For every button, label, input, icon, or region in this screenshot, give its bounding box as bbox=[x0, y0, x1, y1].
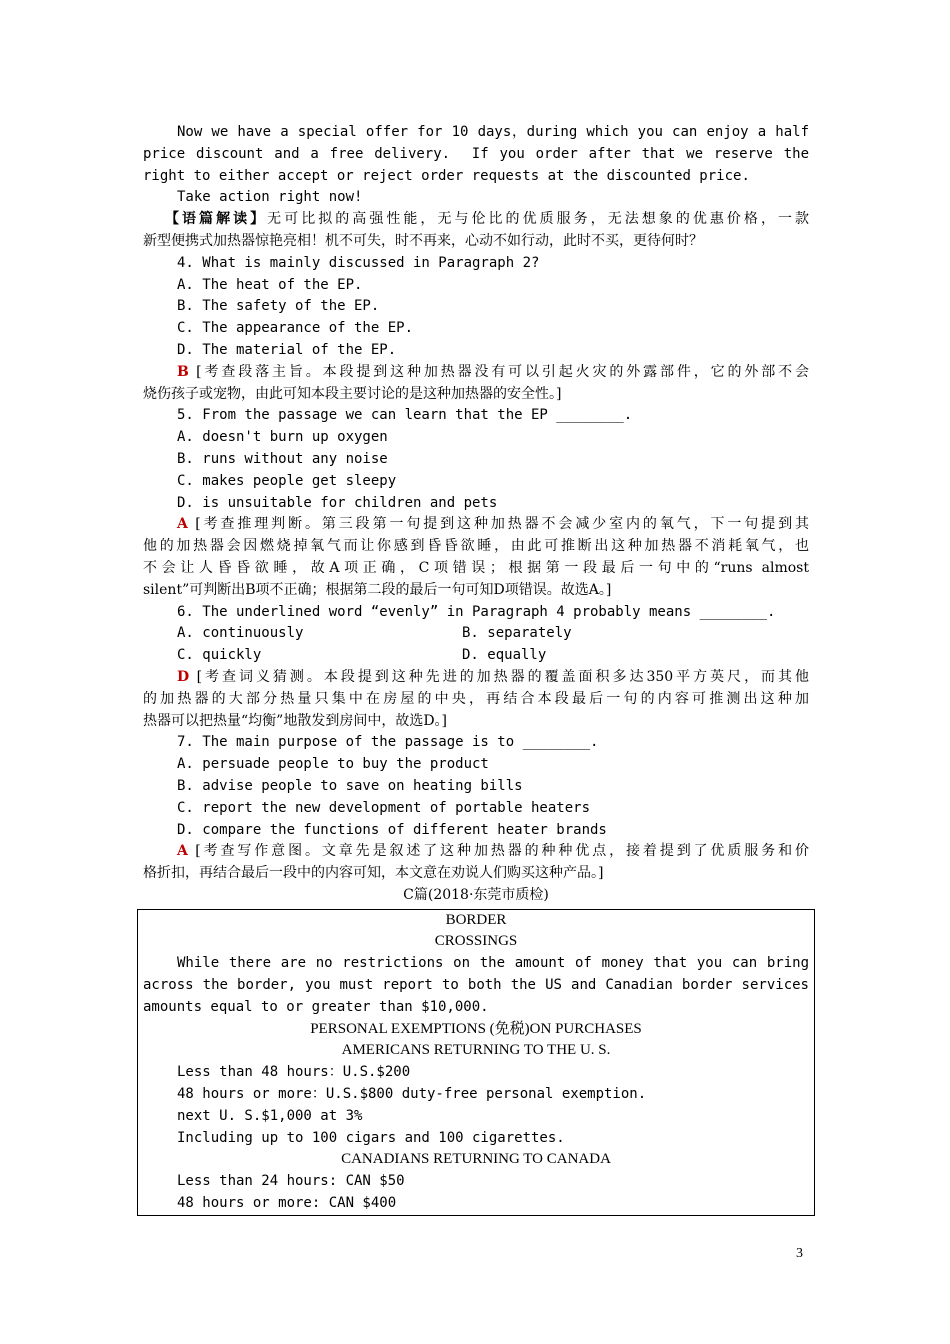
box-title-line-2: CROSSINGS bbox=[434, 933, 518, 950]
analysis-line-2: 新型便携式加热器惊艳亮相！机不可失，时不再来，心动不如行动，此时不买，更待何时？ bbox=[143, 232, 703, 249]
question-4-explanation-line-2: 烧伤孩子或宠物，由此可知本段主要讨论的是这种加热器的安全性。] bbox=[143, 385, 562, 402]
offer-line-1: Now we have a special offer for 10 days，during which you can enjoy a half bbox=[177, 124, 809, 140]
analysis-label: 【语篇解读】 bbox=[165, 211, 268, 228]
intro-line-2: across the border, you must report to both the US and Canadian border services bbox=[143, 977, 809, 994]
question-4-option-a: A. The heat of the EP. bbox=[177, 276, 363, 293]
americans-heading: AMERICANS RETURNING TO THE U. S. bbox=[341, 1042, 611, 1059]
question-4-explanation-line-1: [考查段落主旨。本段提到这种加热器没有可以引起火灾的外露部件，它的外部不会 bbox=[196, 363, 809, 380]
question-5-explanation-line-1: [考查推理判断。第三段第一句提到这种加热器不会减少室内的氧气，下一句提到其 bbox=[195, 516, 809, 533]
offer-line-3: right to either accept or reject order requests at the discounted price. bbox=[143, 167, 750, 184]
question-5-stem: 5. From the passage we can learn that the EP ________. bbox=[177, 407, 633, 424]
question-4-answer: B bbox=[177, 363, 189, 380]
question-6-explanation-line-2: 的加热器的大部分热量只集中在房屋的中央，再结合本段最后一句的内容可推测出这种加 bbox=[143, 690, 809, 707]
question-6-options-row-2 bbox=[143, 645, 809, 667]
exemptions-heading: PERSONAL EXEMPTIONS (免税)ON PURCHASES bbox=[310, 1020, 642, 1037]
question-5-explanation bbox=[143, 514, 809, 536]
question-6-options-row-1 bbox=[143, 623, 809, 645]
canadians-line-1: Less than 24 hours: CAN $50 bbox=[177, 1173, 405, 1190]
question-7-option-c: C. report the new development of portable heaters bbox=[177, 799, 591, 816]
question-4-option-d: D. The material of the EP. bbox=[177, 341, 397, 358]
question-5-explanation-line-2: 他的加热器会因燃烧掉氧气而让你感到昏昏欲睡，由此可推断出这种加热器不消耗氧气，也 bbox=[143, 538, 809, 555]
question-7-answer: A bbox=[177, 843, 188, 860]
offer-line-2: price discount and a free delivery. If you order after that we reserve the bbox=[143, 145, 809, 162]
analysis-paragraph bbox=[143, 209, 809, 231]
question-7-option-d: D. compare the functions of different heater brands bbox=[177, 821, 607, 838]
intro-line-1: While there are no restrictions on the amount of money that you can bring bbox=[177, 955, 809, 972]
take-action-line: Take action right now! bbox=[177, 189, 363, 206]
question-5-explanation-line-4: silent”可判断出B项不正确；根据第二段的最后一句可知D项错误。故选A。] bbox=[143, 581, 612, 598]
intro-line-3: amounts equal to or greater than $10,000. bbox=[143, 998, 489, 1015]
question-6-explanation-line-1: [考查词义猜测。本段提到这种先进的加热器的覆盖面积多达350平方英尺，而其他 bbox=[196, 668, 810, 685]
question-6-option-a: A. continuously bbox=[177, 625, 304, 642]
question-5-option-b: B. runs without any noise bbox=[177, 450, 388, 467]
question-5-answer: A bbox=[177, 516, 188, 533]
question-6-explanation bbox=[143, 667, 809, 689]
americans-line-2: 48 hours or more：U.S.$800 duty-free personal exemption. bbox=[177, 1086, 647, 1103]
question-5-option-c: C. makes people get sleepy bbox=[177, 472, 397, 489]
question-6-answer: D bbox=[177, 668, 190, 685]
question-5-option-d: D. is unsuitable for children and pets bbox=[177, 494, 498, 511]
americans-line-3: next U. S.$1,000 at 3% bbox=[177, 1107, 363, 1124]
question-7-stem: 7. The main purpose of the passage is to ________. bbox=[177, 734, 599, 751]
question-4-option-c: C. The appearance of the EP. bbox=[177, 320, 414, 337]
question-6-stem: 6. The underlined word “evenly” in Paragraph 4 probably means ________. bbox=[177, 603, 776, 620]
question-6-option-d: D. equally bbox=[462, 647, 547, 664]
question-7-option-b: B. advise people to save on heating bills bbox=[177, 777, 523, 794]
question-5-explanation-line-3: 不会让人昏昏欲睡，故A项正确，C项错误；根据第一段最后一句中的“runs almost bbox=[143, 559, 809, 576]
question-7-explanation-line-2: 格折扣，再结合最后一段中的内容可知，本文意在劝说人们购买这种产品。] bbox=[143, 865, 604, 882]
document-body bbox=[143, 122, 809, 1216]
border-crossings-box bbox=[137, 909, 815, 1216]
question-6-explanation-line-3: 热器可以把热量“均衡”地散发到房间中，故选D。] bbox=[143, 712, 447, 729]
question-7-explanation bbox=[143, 841, 809, 863]
canadians-line-2: 48 hours or more: CAN $400 bbox=[177, 1195, 397, 1212]
question-7-option-a: A. persuade people to buy the product bbox=[177, 756, 489, 773]
page-number: 3 bbox=[796, 1246, 803, 1261]
question-4-stem: 4. What is mainly discussed in Paragraph 2? bbox=[177, 254, 540, 271]
americans-line-4: Including up to 100 cigars and 100 cigarettes. bbox=[177, 1129, 565, 1146]
americans-line-1: Less than 48 hours：U.S.$200 bbox=[177, 1064, 411, 1081]
canadians-heading: CANADIANS RETURNING TO CANADA bbox=[341, 1151, 611, 1168]
question-6-option-c: C. quickly bbox=[177, 647, 262, 664]
question-5-option-a: A. doesn't burn up oxygen bbox=[177, 429, 388, 446]
question-7-explanation-line-1: [考查写作意图。文章先是叙述了这种加热器的种种优点，接着提到了优质服务和价 bbox=[195, 843, 809, 860]
box-title-line-1: BORDER bbox=[445, 911, 507, 928]
analysis-line-1: 无可比拟的高强性能，无与伦比的优质服务，无法想象的优惠价格，一款 bbox=[267, 211, 810, 228]
question-6-option-b: B. separately bbox=[462, 625, 572, 642]
passage-c-heading: C篇(2018·东莞市质检) bbox=[403, 886, 549, 903]
question-4-explanation bbox=[143, 362, 809, 384]
question-4-option-b: B. The safety of the EP. bbox=[177, 298, 380, 315]
